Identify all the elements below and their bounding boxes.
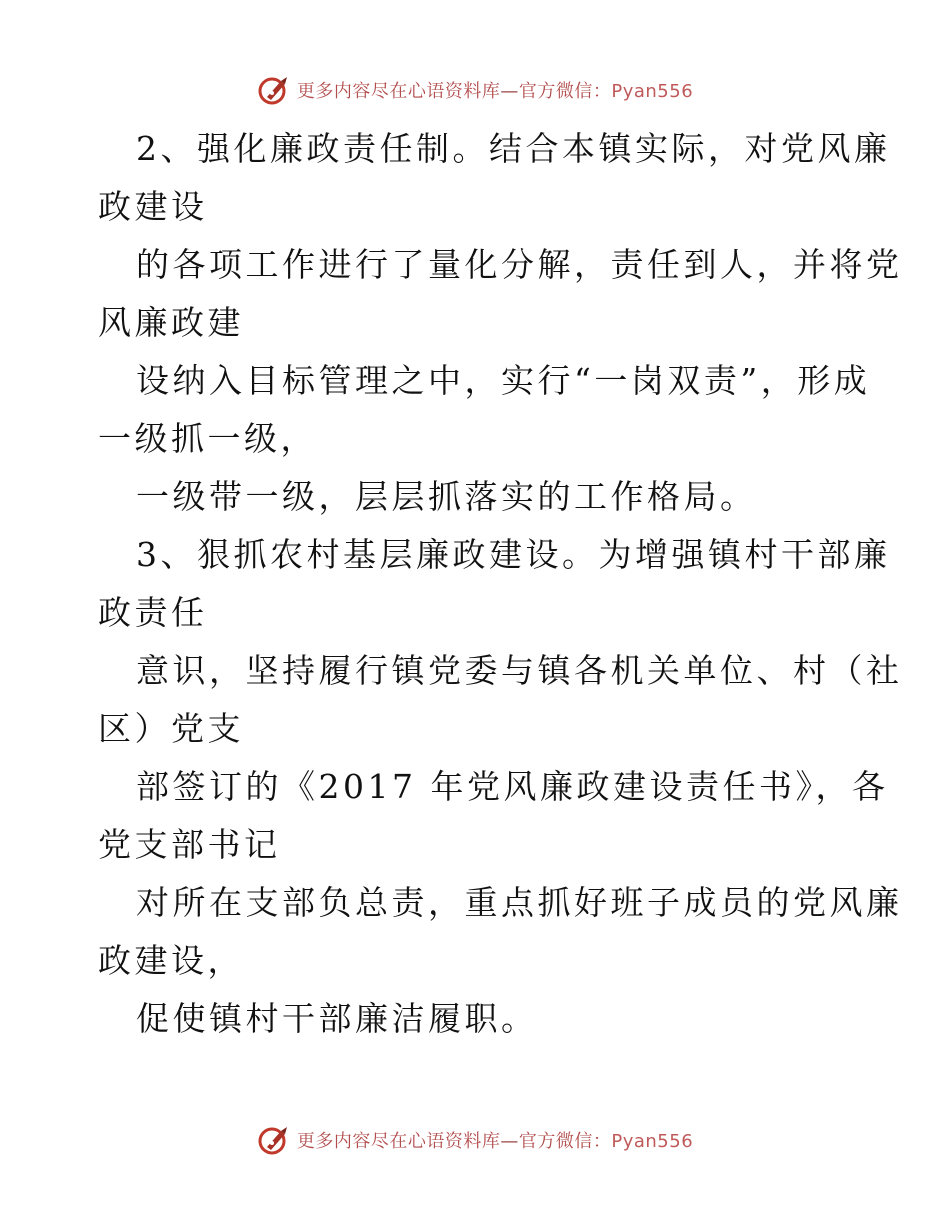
header-banner bbox=[0, 70, 950, 110]
pen-nib-circle-icon bbox=[257, 1123, 291, 1157]
banner-contact-id: Pyan556 bbox=[611, 1131, 694, 1152]
footer-banner bbox=[0, 1120, 950, 1160]
banner-slogan: 更多内容尽在心语资料库 bbox=[296, 1131, 501, 1152]
body-line: 的各项工作进行了量化分解，责任到人，并将党 bbox=[136, 245, 903, 284]
banner-contact-id: Pyan556 bbox=[611, 81, 694, 102]
body-line: 对所在支部负总责，重点抓好班子成员的党风廉 bbox=[136, 883, 903, 922]
body-line: 政责任 bbox=[98, 593, 208, 632]
body-line: 一级抓一级， bbox=[98, 419, 317, 458]
body-line: 党支部书记 bbox=[98, 825, 281, 864]
banner-contact-label: 官方微信： bbox=[518, 1131, 612, 1152]
banner-text bbox=[297, 1127, 693, 1153]
body-line: 政建设， bbox=[98, 941, 244, 980]
pen-nib-circle-icon bbox=[257, 73, 291, 107]
body-line: 设纳入目标管理之中，实行“一岗双责”，形成 bbox=[136, 361, 871, 400]
body-line: 3、狠抓农村基层廉政建设。为增强镇村干部廉 bbox=[136, 535, 891, 574]
banner-contact-label: 官方微信： bbox=[518, 81, 612, 102]
banner-separator: — bbox=[500, 81, 519, 102]
banner-text bbox=[297, 77, 693, 103]
body-line: 促使镇村干部廉洁履职。 bbox=[136, 999, 538, 1038]
body-line: 风廉政建 bbox=[98, 303, 244, 342]
body-line: 部签订的《2017 年党风廉政建设责任书》，各 bbox=[136, 767, 889, 806]
body-line: 意识，坚持履行镇党委与镇各机关单位、村（社 bbox=[136, 651, 903, 690]
body-line: 区）党支 bbox=[98, 709, 244, 748]
document-body bbox=[98, 120, 903, 1048]
body-line: 一级带一级，层层抓落实的工作格局。 bbox=[136, 477, 757, 516]
body-line: 政建设 bbox=[98, 187, 208, 226]
banner-slogan: 更多内容尽在心语资料库 bbox=[296, 81, 501, 102]
banner-separator: — bbox=[500, 1131, 519, 1152]
body-line: 2、强化廉政责任制。结合本镇实际，对党风廉 bbox=[136, 129, 891, 168]
